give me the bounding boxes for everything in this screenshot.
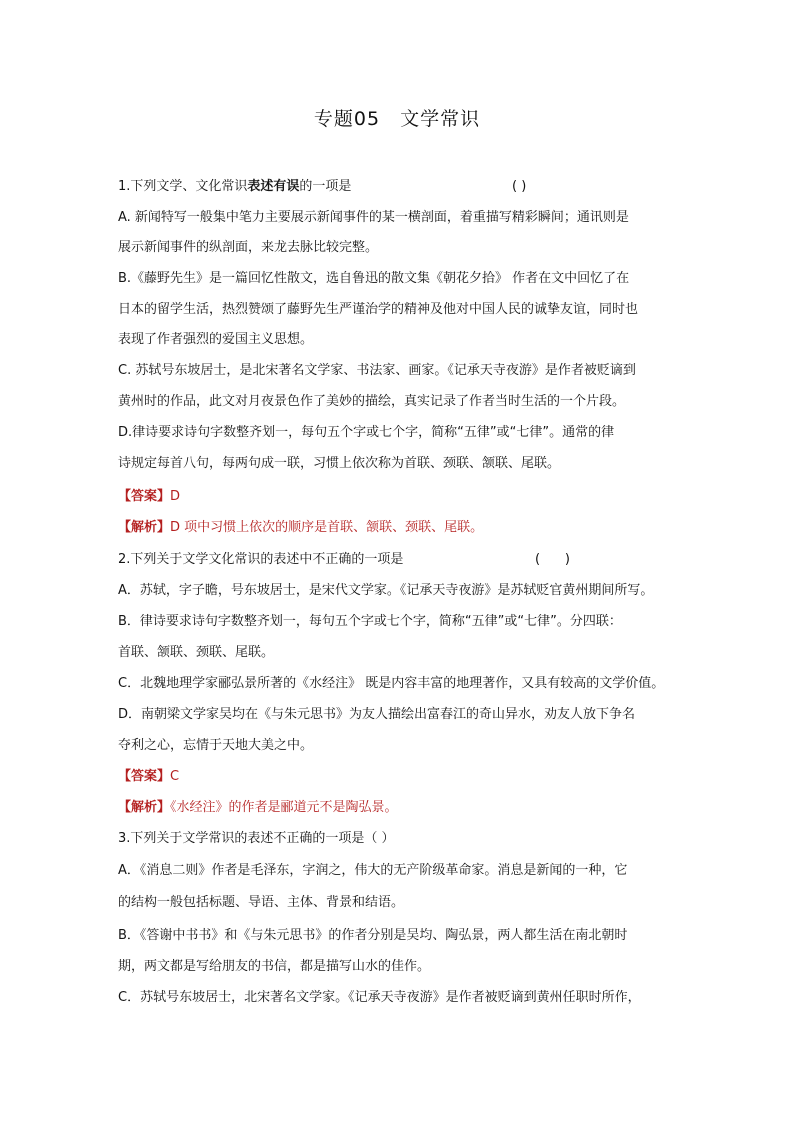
q1-option-d-line2: 诗规定每首八句，每两句成一联，习惯上依次称为首联、颈联、颔联、尾联。 xyxy=(118,456,561,471)
q2-answer xyxy=(118,767,179,787)
q3-option-b-line1: B．《答谢中书书》和《与朱元思书》的作者分别是吴均、陶弘景，两人都生活在南北朝时 xyxy=(118,928,628,943)
q1-option-a-line2: 展示新闻事件的纵剖面，来龙去脉比较完整。 xyxy=(118,240,379,255)
q1-stem-emphasis: 表述有误 xyxy=(247,179,300,194)
answer-value: D xyxy=(170,489,181,504)
q1-stem-tail: 的一项是 xyxy=(299,179,352,194)
question-2-stem: 2.下列关于文学文化常识的表述中不正确的一项是 xyxy=(118,552,404,567)
q1-option-b-line1: B.《藤野先生》是一篇回忆性散文，选自鲁迅的散文集《朝花夕拾》 作者在文中回忆了在 xyxy=(118,271,630,286)
q3-option-b-line2: 期，两文都是写给朋友的书信，都是描写山水的佳作。 xyxy=(118,959,431,974)
analysis-label: 【解析】 xyxy=(118,520,171,535)
q1-stem-text: 1.下列文学、文化常识 xyxy=(118,179,248,194)
page-title: 专题05 文学常识 xyxy=(313,108,481,130)
q1-option-c-line1: C. 苏轼号东坡居士，是北宋著名文学家、书法家、画家。《记承天寺夜游》是作者被贬谪到 xyxy=(118,363,636,378)
q2-option-c-line1: C．北魏地理学家郦弘景所著的《水经注》 既是内容丰富的地理著作，又具有较高的文学价值。 xyxy=(118,676,665,691)
q2-analysis xyxy=(118,798,398,818)
analysis-text: D 项中习惯上依次的顺序是首联、颔联、颈联、尾联。 xyxy=(170,520,484,535)
analysis-label: 【解析】 xyxy=(118,800,171,815)
q2-option-d-line1: D．南朝梁文学家吴均在《与朱元思书》为友人描绘出富春江的奇山异水，劝友人放下争名 xyxy=(118,707,636,722)
q2-answer-blank: ( ) xyxy=(535,552,570,567)
question-1-stem xyxy=(118,177,351,197)
q1-analysis xyxy=(118,518,483,538)
q1-option-c-line2: 黄州时的作品，此文对月夜景色作了美妙的描绘，真实记录了作者当时生活的一个片段。 xyxy=(118,394,626,409)
answer-label: 【答案】 xyxy=(118,769,171,784)
q2-option-d-line2: 夺利之心，忘情于天地大美之中。 xyxy=(118,738,314,753)
answer-value: C xyxy=(170,769,180,784)
q3-option-a-line2: 的结构一般包括标题、导语、主体、背景和结语。 xyxy=(118,895,405,910)
q1-option-b-line3: 表现了作者强烈的爱国主义思想。 xyxy=(118,332,314,347)
q2-option-b-line2: 首联、颔联、颈联、尾联。 xyxy=(118,645,275,660)
q3-option-c-line1: C．苏轼号东坡居士，北宋著名文学家。《记承天寺夜游》是作者被贬谪到黄州任职时所作， xyxy=(118,990,641,1005)
q1-answer-blank: ( ) xyxy=(512,179,527,194)
q1-answer xyxy=(118,487,180,507)
q3-option-a-line1: A．《消息二则》作者是毛泽东，字润之，伟大的无产阶级革命家。消息是新闻的一种，它 xyxy=(118,863,628,878)
q1-option-d-line1: D.律诗要求诗句字数整齐划一，每句五个字或七个字，简称“五律”或“七律”。通常的律 xyxy=(118,425,615,440)
question-3-stem: 3.下列关于文学常识的表述不正确的一项是（ ） xyxy=(118,831,395,846)
q2-option-a-line1: A．苏轼，字子瞻，号东坡居士，是宋代文学家。《记承天寺夜游》是苏轼贬官黄州期间所写。 xyxy=(118,583,654,598)
q1-option-a-line1: A. 新闻特写一般集中笔力主要展示新闻事件的某一横剖面，着重描写精彩瞬间；通讯则是 xyxy=(118,210,629,225)
q1-option-b-line2: 日本的留学生活，热烈赞颂了藤野先生严谨治学的精神及他对中国人民的诚挚友谊，同时也 xyxy=(118,302,639,317)
answer-label: 【答案】 xyxy=(118,489,171,504)
analysis-text: 《水经注》的作者是郦道元不是陶弘景。 xyxy=(170,800,398,815)
q2-option-b-line1: B．律诗要求诗句字数整齐划一，每句五个字或七个字，简称“五律”或“七律”。分四联： xyxy=(118,614,622,629)
